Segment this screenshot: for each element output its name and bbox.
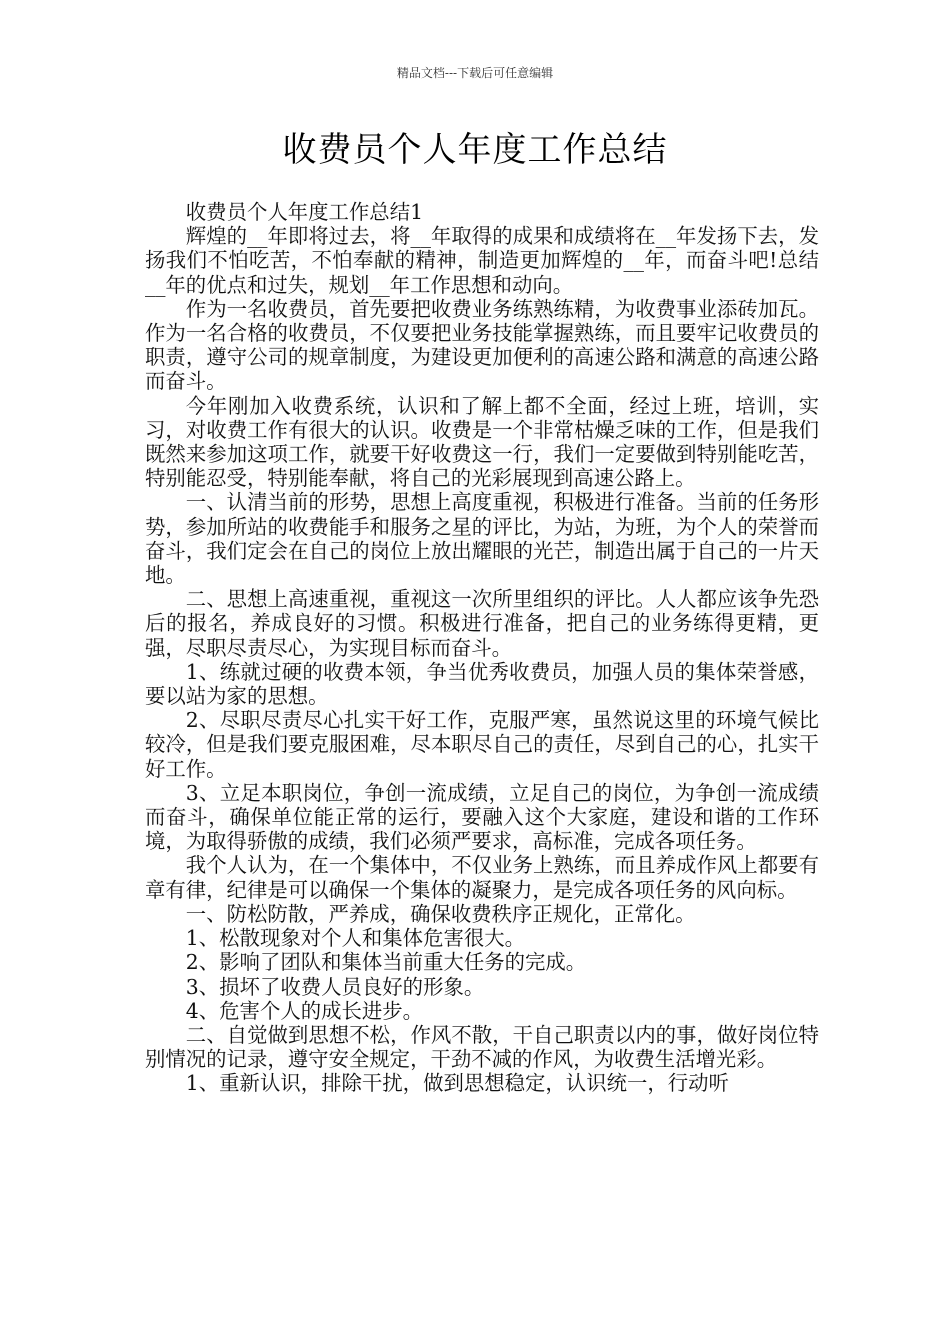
paragraph: 3、立足本职岗位，争创一流成绩，立足自己的岗位，为争创一流成绩而奋斗，确保单位能正常的运行，要融入这个大家庭，建设和谐的工作环境，为取得骄傲的成绩，我们必须严要求，高标准，完成各项任务。 <box>145 780 819 854</box>
paragraph: 辉煌的__年即将过去，将__年取得的成果和成绩将在__年发扬下去，发扬我们不怕吃苦，不怕奉献的精神，制造更加辉煌的__年，而奋斗吧!总结__年的优点和过失，规划__年工作思想和动向。 <box>145 224 819 297</box>
paragraph: 2、尽职尽责尽心扎实干好工作，克服严寒，虽然说这里的环境气候比较冷，但是我们要克服困难，尽本职尽自己的责任，尽到自己的心，扎实干好工作。 <box>145 708 819 781</box>
paragraph: 4、危害个人的成长进步。 <box>185 998 424 1023</box>
paragraph: 今年刚加入收费系统，认识和了解上都不全面，经过上班，培训，实习，对收费工作有很大的认识。收费是一个非常枯燥乏味的工作，但是我们既然来参加这项工作，就要干好收费这一行，我们一定要做到特别能吃苦，特别能忍受，特别能奉献，将自己的光彩展现到高速公路上。 <box>145 393 819 491</box>
paragraph: 作为一名收费员，首先要把收费业务练熟练精，为收费事业添砖加瓦。作为一名合格的收费员，不仅要把业务技能掌握熟练，而且要牢记收费员的职责，遵守公司的规章制度，为建设更加便利的高速公路和满意的高速公路而奋斗。 <box>145 296 819 394</box>
paragraph: 1、练就过硬的收费本领，争当优秀收费员，加强人员的集体荣誉感，要以站为家的思想。 <box>145 659 819 709</box>
document-title: 收费员个人年度工作总结 <box>282 130 668 170</box>
paragraph: 我个人认为，在一个集体中，不仅业务上熟练，而且养成作风上都要有章有律，纪律是可以确保一个集体的凝聚力，是完成各项任务的风向标。 <box>145 853 819 902</box>
paragraph: 二、自觉做到思想不松，作风不散，干自己职责以内的事，做好岗位特别情况的记录，遵守安全规定，干劲不减的作风，为收费生活增光彩。 <box>145 1022 819 1072</box>
paragraph: 1、重新认识，排除干扰，做到思想稳定，认识统一，行动听 <box>185 1071 729 1096</box>
subtitle-paragraph: 收费员个人年度工作总结1 <box>185 200 424 224</box>
header-note: 精品文档---下载后可任意编辑 <box>396 66 554 80</box>
paragraph: 一、认清当前的形势，思想上高度重视，积极进行准备。当前的任务形势，参加所站的收费能手和服务之星的评比，为站，为班，为个人的荣誉而奋斗，我们定会在自己的岗位上放出耀眼的光芒，制造出属于自己的一片天地。 <box>145 490 819 588</box>
paragraph: 2、影响了团队和集体当前重大任务的完成。 <box>185 950 587 975</box>
paragraph: 3、损坏了收费人员良好的形象。 <box>185 974 485 999</box>
paragraph: 二、思想上高速重视，重视这一次所里组织的评比。人人都应该争先恐后的报名，养成良好的习惯。积极进行准备，把自己的业务练得更精，更强，尽职尽责尽心，为实现目标而奋斗。 <box>145 587 819 660</box>
paragraph: 一、防松防散，严养成，确保收费秩序正规化，正常化。 <box>185 901 696 926</box>
document-body <box>145 200 819 1096</box>
paragraph: 1、松散现象对个人和集体危害很大。 <box>185 926 526 951</box>
